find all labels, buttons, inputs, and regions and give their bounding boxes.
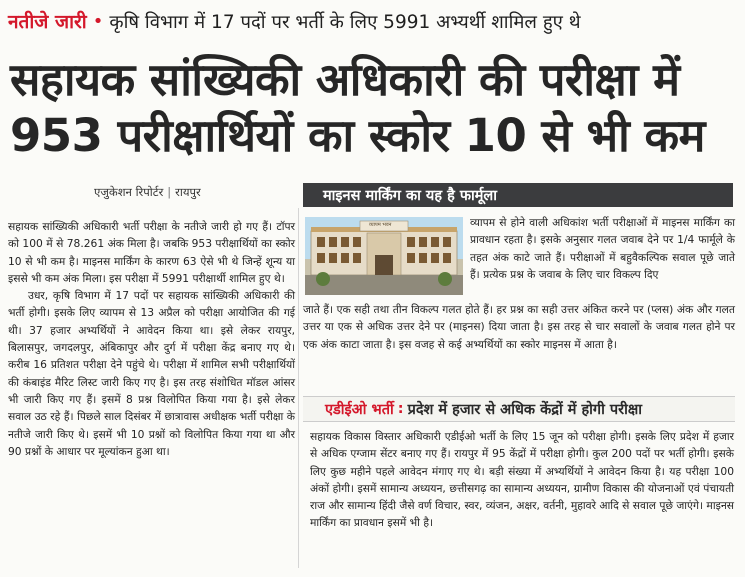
headline-line-1: सहायक सांख्यिकी अधिकारी की परीक्षा में	[10, 53, 680, 106]
left-para-1: सहायक सांख्यिकी अधिकारी भर्ती परीक्षा के नतीजे जारी हो गए हैं। टॉपर को 100 में से 78.261 अंक मिला है। जबकि 953 परीक्षार्थियों का स्कोर 10 से भी कम है। माइनस मार्किंग के कारण 63 ऐसे भी थे जिन्हें शून्य या इससे भी कम अंक मिला। इस परीक्षा में 5991 परीक्षार्थी शामिल हुए थे।	[8, 220, 295, 285]
sub-story-paragraph: सहायक विकास विस्तार अधिकारी एडीईओ भर्ती के लिए 15 जून को परीक्षा होगी। इसके लिए प्रदेश में हजार से अधिक एग्जाम सेंटर बनाए गए हैं। रायपुर में 95 केंद्रों में परीक्षा होगी। कुल 200 पदों पर भर्ती होगी। इसके लिए कुछ महीने पहले आवेदन मंगाए गए थे। बड़ी संख्या में अभ्यर्थियों ने आवेदन किया है। यह परीक्षा 100 अंकों होगी। इसमें सामान्य अध्ययन, छत्तीसगढ़ का सामान्य अध्ययन, ग्रामीण विकास की योजनाओं एवं पंचायती राज और सामान्य हिंदी जैसे वर्ण विचार, स्वर, व्यंजन, अक्षर, वर्तनी, मुहावरे आदि से सवाल पूछे जाएंगे। माइनस मार्किंग का प्रावधान इसमें भी है।	[310, 430, 734, 530]
byline-separator: |	[167, 185, 172, 199]
formula-para-beside-photo: व्यापम से होने वाली अधिकांश भर्ती परीक्षाओं में माइनस मार्किंग का प्रावधान रहता है। इसके अनुसार गलत जवाब देने पर 1/4 फार्मूले के तहत अंक काटे जाते हैं। परीक्षाओं में बहुवैकल्पिक सवाल पूछे जाते हैं। प्रत्येक प्रश्न के जवाब के लिए चार विकल्प दिए	[470, 216, 735, 281]
byline-city: रायपुर	[175, 185, 201, 199]
sub-story-colon: :	[397, 401, 404, 417]
vyapam-building-photo	[305, 217, 463, 295]
headline-line-2: 953 परीक्षार्थियों का स्कोर 10 से भी कम	[10, 109, 705, 162]
formula-para-below-photo: जाते हैं। एक सही तथा तीन विकल्प गलत होते हैं। हर प्रश्न का सही उत्तर अंकित करने पर (प्लस) अंक और गलत उत्तर या एक से अधिक उत्तर देने पर (माइनस) दिया जाता है। इस तरह से चार सवालों के जवाब गलत होने पर एक अंक काटा जाता है। इस वजह से कई अभ्यर्थियों का स्कोर माइनस में आता है।	[303, 303, 735, 351]
kicker-text: कृषि विभाग में 17 पदों पर भर्ती के लिए 5991 अभ्यर्थी शामिल हुए थे	[109, 11, 581, 33]
headline	[10, 52, 740, 164]
formula-text-below-photo	[303, 301, 735, 353]
kicker-tag: नतीजे जारी	[8, 11, 87, 33]
byline	[94, 185, 201, 200]
sub-story-tag: एडीईओ भर्ती	[325, 402, 394, 418]
left-column	[8, 218, 295, 568]
column-divider	[298, 208, 299, 568]
sub-story-title: प्रदेश में हजार से अधिक केंद्रों में होगी परीक्षा	[407, 402, 642, 418]
byline-desk: एजुकेशन रिपोर्टर	[94, 185, 164, 199]
photo-caption: व्यापम भवन	[369, 222, 392, 228]
formula-box-heading-text: माइनस मार्किंग का यह है फार्मूला	[323, 188, 498, 204]
sub-story-body	[310, 428, 734, 532]
building-illustration	[305, 217, 463, 295]
kicker-line	[8, 6, 738, 36]
formula-box-heading	[303, 183, 733, 207]
left-para-2: उधर, कृषि विभाग में 17 पदों पर सहायक सांख्यिकी अधिकारी की भर्ती होगी। इसके लिए व्यापम से 13 अप्रैल को परीक्षा आयोजित की गई थी। 37 हजार अभ्यर्थियों ने आवेदन किया था। इसे लेकर रायपुर, बिलासपुर, जगदलपुर, अंबिकापुर और दुर्ग में परीक्षा केंद्र बनाए गए थे। करीब 16 प्रतिशत परीक्षा देने पहुंचे थे। परीक्षा में शामिल सभी परीक्षार्थियों की कंबाइंड मैरिट लिस्ट जारी किए गए है। इस तरह संशोधित मॉडल आंसर भी जारी किए गए हैं। इसमें 8 प्रश्न विलोपित किया गया है। इसे लेकर सवाल उठ रहे हैं। पिछले साल दिसंबर में छात्रावास अधीक्षक भर्ती परीक्षा के नतीजे जारी किए थे। इसमें भी 10 प्रश्नों को विलोपित किया गया था और 90 प्रश्नों के आधार पर मूल्यांकन हुआ था।	[8, 289, 295, 458]
kicker-separator: •	[92, 10, 104, 32]
sub-story-heading	[303, 396, 735, 422]
formula-text-beside-photo	[470, 214, 735, 283]
